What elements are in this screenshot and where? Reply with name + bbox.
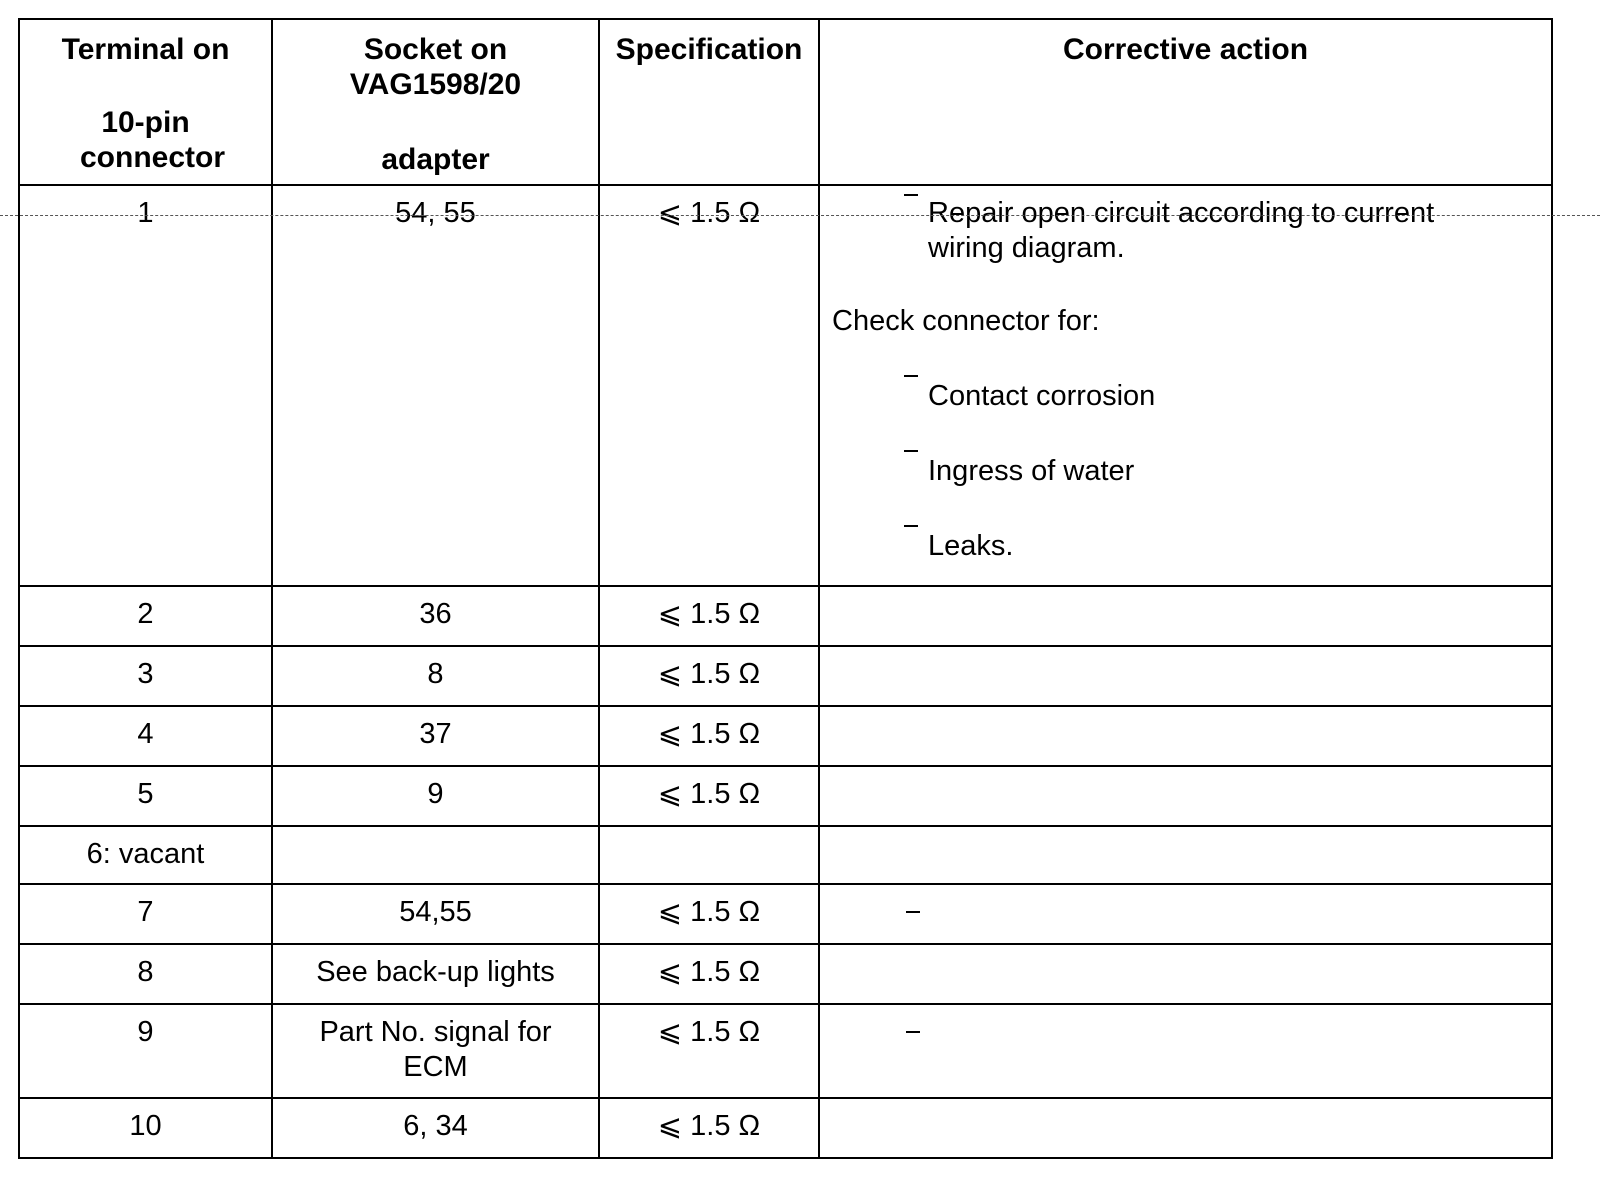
terminal-cell: 7 [19, 884, 272, 944]
spec-cell: ⩽ 1.5 Ω [599, 586, 819, 646]
corrective-action-cell [819, 944, 1552, 1004]
list-item-text: Contact corrosion [928, 380, 1156, 412]
dash-icon [904, 194, 918, 196]
list-item [832, 529, 1539, 564]
table-row [19, 1004, 1552, 1098]
dash-icon [904, 375, 918, 377]
socket-cell: 54, 55 [272, 185, 599, 586]
spec-cell: ⩽ 1.5 Ω [599, 646, 819, 706]
spec-cell: ⩽ 1.5 Ω [599, 1004, 819, 1098]
table-row [19, 185, 1552, 586]
corrective-action-cell [819, 706, 1552, 766]
list-item [832, 379, 1539, 414]
socket-cell: 6, 34 [272, 1098, 599, 1158]
table-row [19, 826, 1552, 884]
repair-text: Repair open circuit according to current wiring diagram. [928, 197, 1435, 264]
corrective-action-cell [819, 185, 1552, 586]
terminal-cell: 10 [19, 1098, 272, 1158]
list-item-text: Leaks. [928, 530, 1014, 562]
header-terminal-line1: Terminal on [61, 33, 230, 66]
spec-cell: ⩽ 1.5 Ω [599, 944, 819, 1004]
socket-cell: See back-up lights [272, 944, 599, 1004]
terminal-cell: 1 [19, 185, 272, 586]
corrective-action-cell [819, 826, 1552, 884]
terminal-cell: 4 [19, 706, 272, 766]
list-item [832, 454, 1539, 489]
header-terminal-line2: 10-pin connector [80, 106, 226, 174]
spec-cell: ⩽ 1.5 Ω [599, 1098, 819, 1158]
terminal-cell: 2 [19, 586, 272, 646]
spec-cell: ⩽ 1.5 Ω [599, 766, 819, 826]
table-row [19, 944, 1552, 1004]
spec-cell [599, 826, 819, 884]
socket-cell: 37 [272, 706, 599, 766]
socket-cell [272, 826, 599, 884]
dash-icon [906, 911, 920, 913]
corrective-action-cell [819, 1098, 1552, 1158]
spec-cell: ⩽ 1.5 Ω [599, 706, 819, 766]
header-socket [272, 19, 599, 185]
dash-icon [904, 450, 918, 452]
header-socket-line1: Socket on VAG1598/20 [349, 33, 522, 101]
header-socket-line2: adapter [381, 143, 490, 176]
corrective-action-cell [819, 646, 1552, 706]
table-row [19, 1098, 1552, 1158]
socket-cell: 8 [272, 646, 599, 706]
header-row [19, 19, 1552, 185]
terminal-cell: 6: vacant [19, 826, 272, 884]
header-corrective-action: Corrective action [819, 19, 1552, 185]
table-row [19, 766, 1552, 826]
spec-cell: ⩽ 1.5 Ω [599, 884, 819, 944]
check-connector-text: Check connector for: [832, 305, 1100, 337]
list-item-text: Ingress of water [928, 455, 1135, 487]
table-row [19, 884, 1552, 944]
header-terminal [19, 19, 272, 185]
corrective-action-cell [819, 586, 1552, 646]
dash-icon [906, 1031, 920, 1033]
table-row [19, 646, 1552, 706]
terminal-cell: 5 [19, 766, 272, 826]
table-row [19, 706, 1552, 766]
dash-icon [904, 525, 918, 527]
corrective-action-cell [819, 1004, 1552, 1098]
terminal-cell: 8 [19, 944, 272, 1004]
corrective-action-cell [819, 884, 1552, 944]
terminal-cell: 3 [19, 646, 272, 706]
corrective-action-cell [819, 766, 1552, 826]
socket-cell: 54,55 [272, 884, 599, 944]
terminal-check-table [18, 18, 1553, 1159]
socket-cell: 9 [272, 766, 599, 826]
socket-cell: 36 [272, 586, 599, 646]
spec-cell: ⩽ 1.5 Ω [599, 185, 819, 586]
header-specification: Specification [599, 19, 819, 185]
repair-item [832, 196, 1539, 266]
terminal-cell: 9 [19, 1004, 272, 1098]
socket-cell: Part No. signal for ECM [272, 1004, 599, 1098]
table-row [19, 586, 1552, 646]
